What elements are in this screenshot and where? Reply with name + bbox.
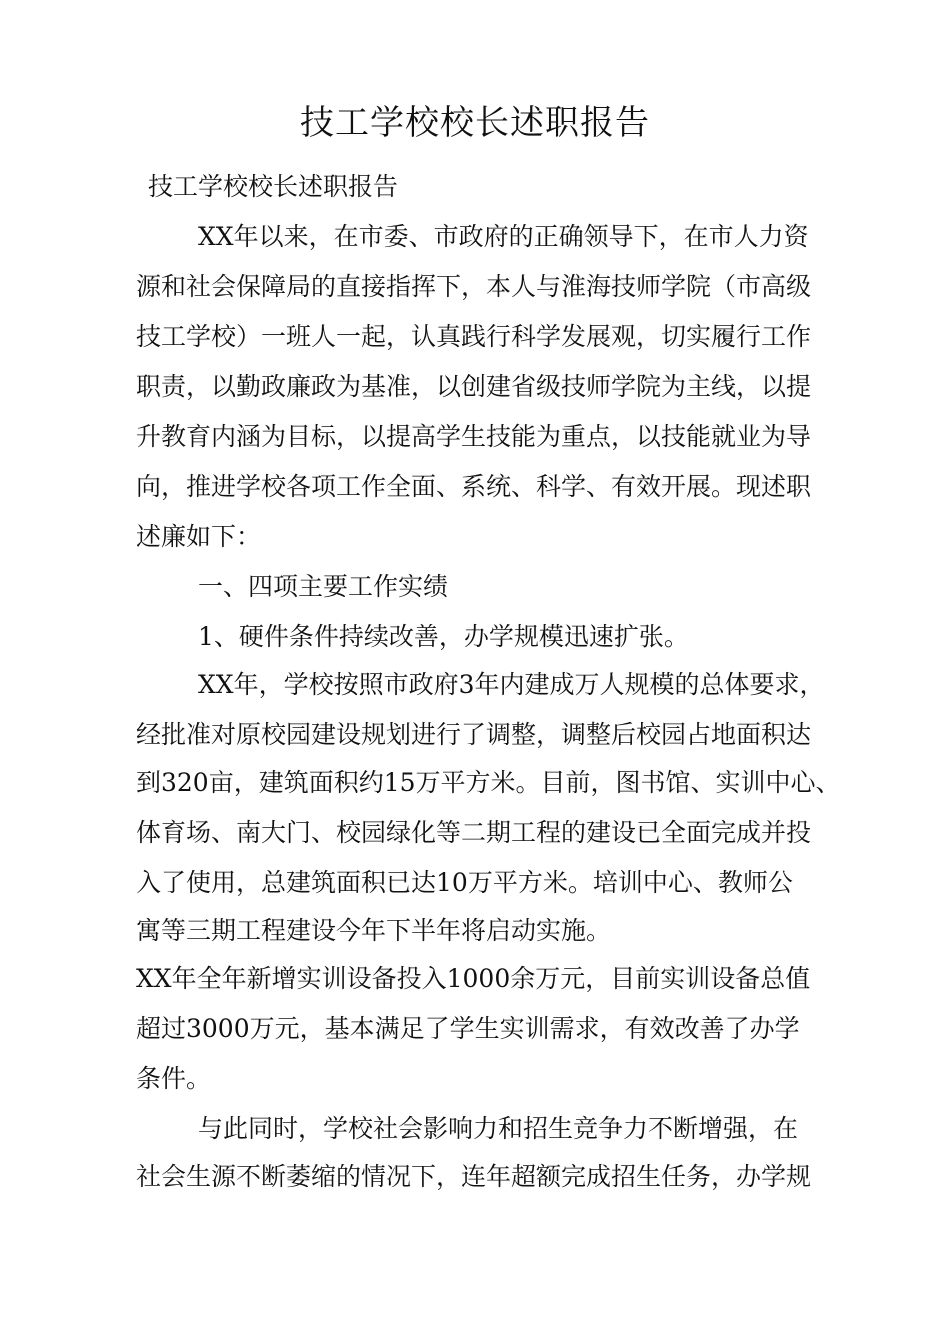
- paragraph-line: 述廉如下：: [136, 522, 262, 551]
- paragraph-line: 升教育内涵为目标，以提高学生技能为重点，以技能就业为导: [136, 422, 812, 451]
- paragraph-line: 到320亩，建筑面积约15万平方米。目前，图书馆、实训中心、: [136, 768, 841, 797]
- paragraph-line: 向，推进学校各项工作全面、系统、科学、有效开展。现述职: [136, 472, 812, 501]
- paragraph-line: 与此同时，学校社会影响力和招生竞争力不断增强，在: [198, 1114, 799, 1143]
- paragraph-line: 社会生源不断萎缩的情况下，连年超额完成招生任务，办学规: [136, 1162, 812, 1191]
- paragraph-line: XX年以来，在市委、市政府的正确领导下，在市人力资: [198, 222, 809, 251]
- paragraph-line: XX年，学校按照市政府3年内建成万人规模的总体要求，: [198, 670, 825, 699]
- section-heading: 一、四项主要工作实绩: [198, 572, 449, 601]
- paragraph-line: 经批准对原校园建设规划进行了调整，调整后校园占地面积达: [136, 720, 812, 749]
- subtitle-line: 技工学校校长述职报告: [148, 172, 399, 201]
- paragraph-line: 入了使用，总建筑面积已达10万平方米。培训中心、教师公: [136, 868, 793, 897]
- paragraph-line: 条件。: [136, 1064, 212, 1093]
- paragraph-line: 超过3000万元，基本满足了学生实训需求，有效改善了办学: [136, 1014, 800, 1043]
- paragraph-line: 寓等三期工程建设今年下半年将启动实施。: [136, 916, 612, 945]
- paragraph-line: XX年全年新增实训设备投入1000余万元，目前实训设备总值: [136, 964, 811, 993]
- subsection-heading: 1、硬件条件持续改善，办学规模迅速扩张。: [198, 622, 689, 651]
- paragraph-line: 源和社会保障局的直接指挥下，本人与淮海技师学院（市高级: [136, 272, 812, 301]
- paragraph-line: 职责，以勤政廉政为基准，以创建省级技师学院为主线，以提: [136, 372, 812, 401]
- paragraph-line: 技工学校）一班人一起，认真践行科学发展观，切实履行工作: [136, 322, 812, 351]
- document-title: 技工学校校长述职报告: [300, 103, 650, 143]
- paragraph-line: 体育场、南大门、校园绿化等二期工程的建设已全面完成并投: [136, 818, 812, 847]
